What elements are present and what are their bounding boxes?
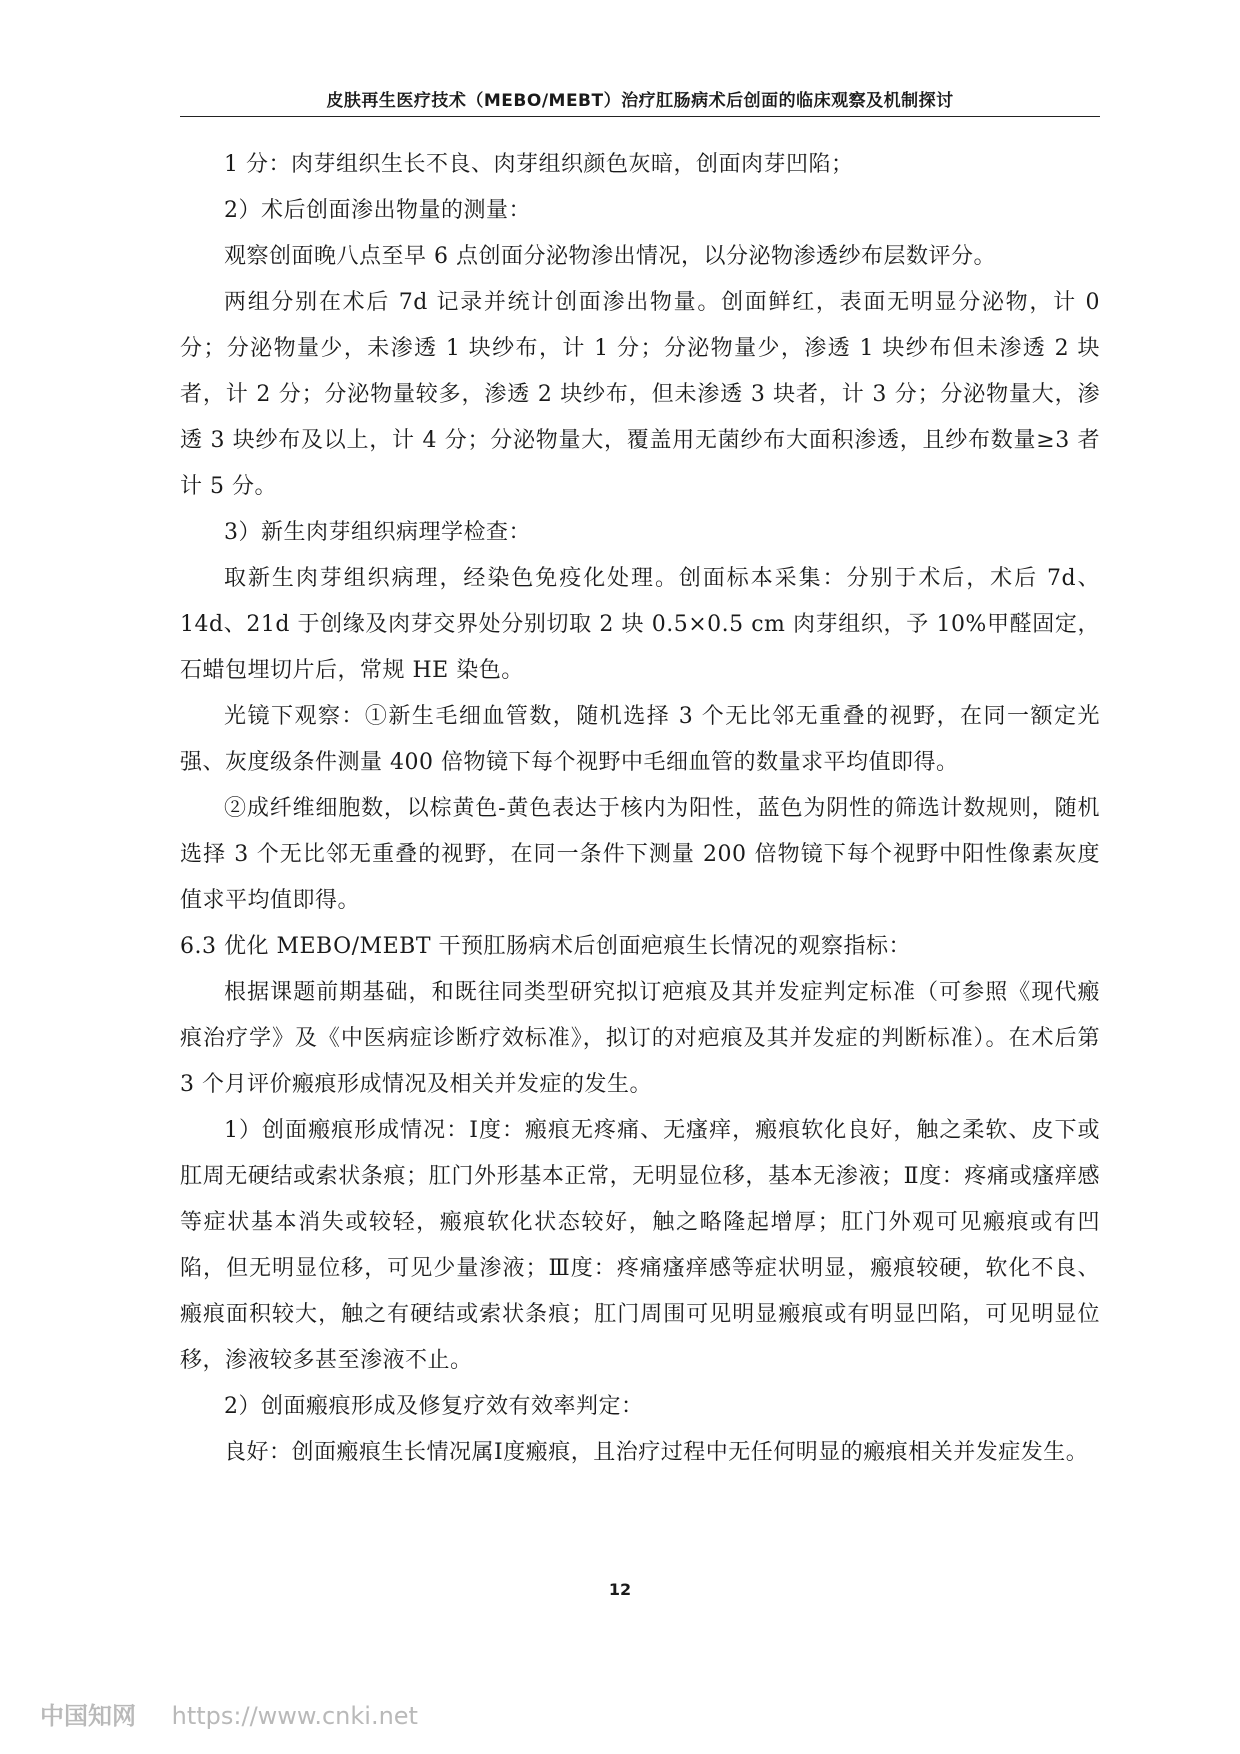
paragraph: 2）创面瘢痕形成及修复疗效有效率判定： — [224, 1394, 644, 1419]
paragraph: 1）创面瘢痕形成情况：Ⅰ度：瘢痕无疼痛、无瘙痒，瘢痕软化良好，触之柔软、皮下或肛周无硬结或索状条痕；肛门外形基本正常，无明显位移，基本无渗液；Ⅱ度：疼痛或瘙痒感等症状基本消失或较轻，瘢痕软化状态较好，触之略隆起增厚；肛门外观可见瘢痕或有凹陷，但无明显位移，可见少量渗液；Ⅲ度：疼痛瘙痒感等症状明显，瘢痕较硬，软化不良、瘢痕面积较大，触之有硬结或索状条痕；肛门周围可见明显瘢痕或有明显凹陷，可见明显位移，渗液较多甚至渗液不止。 — [180, 1118, 1100, 1373]
cnki-watermark — [40, 1696, 418, 1731]
paragraph: 根据课题前期基础，和既往同类型研究拟订疤痕及其并发症判定标准（可参照《现代瘢痕治疗学》及《中医病症诊断疗效标准》，拟订的对疤痕及其并发症的判断标准）。在术后第 3 个月评价瘢痕形成情况及相关并发症的发生。 — [180, 980, 1100, 1097]
cnki-logo: 中国知网 — [40, 1702, 136, 1730]
header-rule — [180, 116, 1100, 117]
body-text — [180, 142, 1100, 1476]
paragraph: 良好：创面瘢痕生长情况属Ⅰ度瘢痕，且治疗过程中无任何明显的瘢痕相关并发症发生。 — [224, 1440, 1089, 1465]
paragraph: 光镜下观察：①新生毛细血管数，随机选择 3 个无比邻无重叠的视野，在同一额定光强、灰度级条件测量 400 倍物镜下每个视野中毛细血管的数量求平均值即得。 — [180, 704, 1100, 775]
cnki-url: https://www.cnki.net — [171, 1702, 418, 1730]
paragraph: 2）术后创面渗出物量的测量： — [224, 198, 531, 223]
paragraph: 3）新生肉芽组织病理学检查： — [224, 520, 531, 545]
paragraph: ②成纤维细胞数，以棕黄色-黄色表达于核内为阳性，蓝色为阴性的筛选计数规则，随机选择 3 个无比邻无重叠的视野，在同一条件下测量 200 倍物镜下每个视野中阳性像素灰度值求平均值即得。 — [180, 796, 1100, 913]
paragraph: 观察创面晚八点至早 6 点创面分泌物渗出情况，以分泌物渗透纱布层数评分。 — [224, 244, 996, 269]
paragraph: 1 分：肉芽组织生长不良、肉芽组织颜色灰暗，创面肉芽凹陷； — [224, 152, 854, 177]
page-number: 12 — [608, 1580, 632, 1599]
paragraph: 两组分别在术后 7d 记录并统计创面渗出物量。创面鲜红，表面无明显分泌物，计 0 分；分泌物量少，未渗透 1 块纱布，计 1 分；分泌物量少，渗透 1 块纱布但未渗透 2 块者，计 2 分；分泌物量较多，渗透 2 块纱布，但未渗透 3 块者，计 3 分；分泌物量大，渗透 3 块纱布及以上，计 4 分；分泌物量大，覆盖用无菌纱布大面积渗透，且纱布数量≥3 者计 5 分。 — [180, 290, 1100, 499]
running-header: 皮肤再生医疗技术（MEBO/MEBT）治疗肛肠病术后创面的临床观察及机制探讨 — [326, 91, 954, 111]
paragraph: 取新生肉芽组织病理，经染色免疫化处理。创面标本采集：分别于术后，术后 7d、14d、21d 于创缘及肉芽交界处分别切取 2 块 0.5×0.5 cm 肉芽组织，予 10%甲醛固定，石蜡包埋切片后，常规 HE 染色。 — [180, 566, 1100, 683]
section-heading: 6.3 优化 MEBO/MEBT 干预肛肠病术后创面疤痕生长情况的观察指标： — [180, 934, 912, 959]
